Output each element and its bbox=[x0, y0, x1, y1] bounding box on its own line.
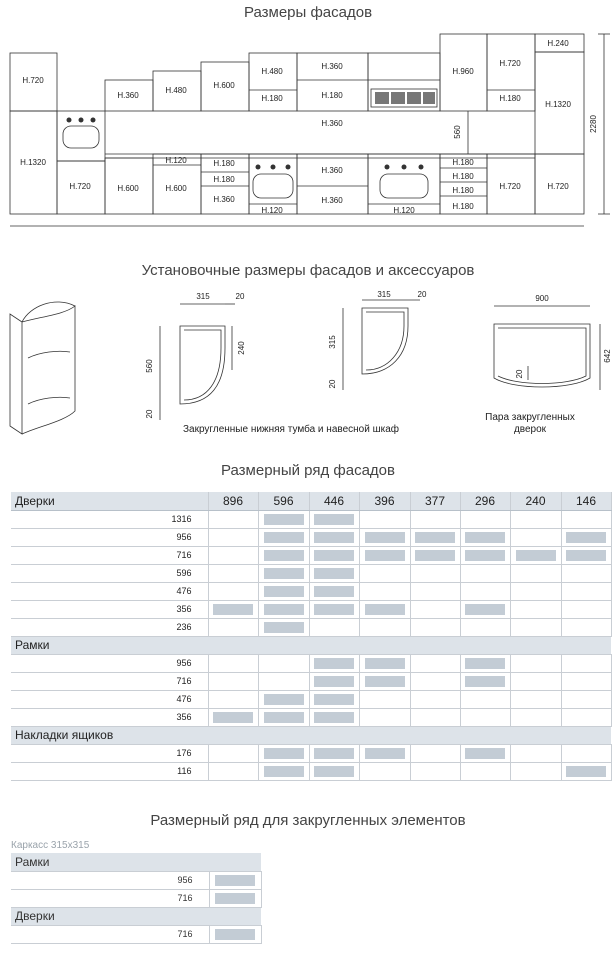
elevation-label: H.180 bbox=[321, 91, 343, 100]
availability-cell bbox=[208, 762, 258, 780]
availability-cell bbox=[359, 600, 410, 618]
size-cell: 716 bbox=[159, 925, 209, 943]
elevation-label: H.600 bbox=[213, 81, 235, 90]
availability-cell bbox=[309, 546, 359, 564]
install-caption-left: Закругленные нижняя тумба и навесной шкаф bbox=[183, 424, 399, 435]
availability-cell bbox=[561, 654, 611, 672]
elevation-label: H.360 bbox=[321, 119, 343, 128]
elevation-label: H.1320 bbox=[545, 100, 571, 109]
elevation-label: H.180 bbox=[213, 175, 235, 184]
availability-cell bbox=[460, 528, 510, 546]
availability-cell bbox=[309, 672, 359, 690]
availability-cell bbox=[359, 582, 410, 600]
elevation-label: H.240 bbox=[547, 39, 569, 48]
group-name: Рамки bbox=[11, 853, 261, 871]
table-row bbox=[11, 528, 611, 546]
elevation-label: H.180 bbox=[213, 159, 235, 168]
available-mark bbox=[566, 532, 606, 543]
availability-cell bbox=[309, 510, 359, 528]
elevation-label: H.360 bbox=[321, 196, 343, 205]
available-mark bbox=[264, 766, 304, 777]
availability-cell bbox=[561, 618, 611, 636]
size-cell: 716 bbox=[159, 889, 209, 907]
elevation-label: H.720 bbox=[69, 182, 91, 191]
available-mark bbox=[314, 514, 354, 525]
available-mark bbox=[215, 875, 255, 886]
width-header: 296 bbox=[460, 492, 510, 510]
available-mark bbox=[314, 766, 354, 777]
availability-cell bbox=[258, 672, 309, 690]
availability-cell bbox=[258, 708, 309, 726]
series-title: Размерный ряд фасадов bbox=[221, 462, 395, 479]
available-mark bbox=[465, 748, 505, 759]
elevation-label: H.180 bbox=[452, 186, 474, 195]
elevation-label: H.720 bbox=[499, 182, 521, 191]
install-caption-right-1: Пара закругленных bbox=[485, 412, 575, 423]
availability-cell bbox=[359, 546, 410, 564]
d3-height: 642 bbox=[603, 349, 612, 363]
elevation-label: H.360 bbox=[117, 91, 139, 100]
available-mark bbox=[264, 622, 304, 633]
elevation-label: H.180 bbox=[261, 94, 283, 103]
availability-cell bbox=[258, 510, 309, 528]
availability-cell bbox=[309, 744, 359, 762]
availability-cell bbox=[460, 762, 510, 780]
kitchen-elevation-drawing bbox=[0, 28, 616, 233]
table-row bbox=[11, 618, 611, 636]
availability-cell bbox=[561, 528, 611, 546]
dim-gap-label: 560 bbox=[453, 125, 462, 139]
availability-cell bbox=[258, 600, 309, 618]
elevation-label: H.480 bbox=[261, 67, 283, 76]
size-cell: 176 bbox=[158, 744, 208, 762]
availability-cell bbox=[359, 690, 410, 708]
size-cell: 116 bbox=[158, 762, 208, 780]
availability-cell bbox=[561, 690, 611, 708]
elevation-label: H.180 bbox=[499, 94, 521, 103]
elevation-label: H.960 bbox=[452, 67, 474, 76]
dim-height-label: 2280 bbox=[589, 115, 598, 133]
availability-cell bbox=[309, 582, 359, 600]
availability-cell bbox=[208, 510, 258, 528]
available-mark bbox=[566, 766, 606, 777]
availability-cell bbox=[510, 708, 561, 726]
available-mark bbox=[314, 532, 354, 543]
availability-cell bbox=[410, 654, 460, 672]
availability-cell bbox=[510, 654, 561, 672]
group-name: Накладки ящиков bbox=[11, 726, 611, 744]
group-name: Рамки bbox=[11, 636, 611, 654]
table-row bbox=[11, 762, 611, 780]
available-mark bbox=[415, 532, 455, 543]
d2-bottom: 20 bbox=[328, 379, 337, 389]
availability-cell bbox=[460, 600, 510, 618]
width-header: 596 bbox=[258, 492, 309, 510]
availability-cell bbox=[510, 600, 561, 618]
availability-cell bbox=[410, 618, 460, 636]
available-mark bbox=[264, 748, 304, 759]
available-mark bbox=[264, 712, 304, 723]
header-doors-label: Дверки bbox=[11, 492, 208, 510]
elevation-label: H.180 bbox=[452, 202, 474, 211]
available-mark bbox=[264, 604, 304, 615]
availability-cell bbox=[208, 708, 258, 726]
availability-cell bbox=[208, 528, 258, 546]
install-caption-right-2: дверок bbox=[513, 424, 547, 435]
available-mark bbox=[264, 586, 304, 597]
availability-cell bbox=[309, 654, 359, 672]
table-row bbox=[11, 889, 261, 907]
availability-cell bbox=[258, 618, 309, 636]
availability-cell bbox=[410, 600, 460, 618]
elevation-label: H.1320 bbox=[20, 158, 46, 167]
d1-gap: 20 bbox=[235, 292, 245, 301]
d3-width: 900 bbox=[535, 294, 549, 303]
availability-cell bbox=[359, 654, 410, 672]
availability-cell bbox=[208, 600, 258, 618]
table-row bbox=[11, 871, 261, 889]
size-cell: 1316 bbox=[158, 510, 208, 528]
availability-cell bbox=[460, 708, 510, 726]
availability-cell bbox=[510, 690, 561, 708]
available-mark bbox=[465, 658, 505, 669]
d1-height2: 240 bbox=[237, 341, 246, 355]
available-mark bbox=[314, 748, 354, 759]
table-row bbox=[11, 744, 611, 762]
availability-cell bbox=[309, 690, 359, 708]
availability-cell bbox=[258, 528, 309, 546]
availability-cell bbox=[359, 528, 410, 546]
d1-height: 560 bbox=[145, 359, 154, 373]
availability-cell bbox=[410, 528, 460, 546]
available-mark bbox=[314, 658, 354, 669]
availability-cell bbox=[309, 618, 359, 636]
elevation-label: H.480 bbox=[165, 86, 187, 95]
available-mark bbox=[264, 550, 304, 561]
available-mark bbox=[365, 604, 405, 615]
group-header-row bbox=[11, 726, 611, 744]
elevation-label: H.180 bbox=[452, 172, 474, 181]
availability-cell bbox=[410, 546, 460, 564]
availability-cell bbox=[561, 510, 611, 528]
availability-cell bbox=[309, 762, 359, 780]
install-title: Установочные размеры фасадов и аксессуаров bbox=[141, 262, 475, 279]
availability-cell bbox=[460, 744, 510, 762]
availability-cell bbox=[460, 582, 510, 600]
availability-cell bbox=[359, 708, 410, 726]
rounded-caption: Каркасс 315х315 bbox=[11, 840, 90, 851]
width-header: 446 bbox=[309, 492, 359, 510]
availability-cell bbox=[510, 582, 561, 600]
availability-cell bbox=[208, 672, 258, 690]
availability-cell bbox=[460, 510, 510, 528]
group-name: Дверки bbox=[11, 907, 261, 925]
availability-cell bbox=[208, 654, 258, 672]
size-cell: 956 bbox=[158, 654, 208, 672]
available-mark bbox=[213, 604, 253, 615]
available-mark bbox=[465, 532, 505, 543]
available-mark bbox=[516, 550, 556, 561]
available-mark bbox=[314, 604, 354, 615]
size-cell: 356 bbox=[158, 708, 208, 726]
availability-cell bbox=[561, 600, 611, 618]
size-cell: 716 bbox=[158, 546, 208, 564]
rounded-table bbox=[11, 853, 262, 944]
elevation-label: H.600 bbox=[117, 184, 139, 193]
size-cell: 476 bbox=[158, 690, 208, 708]
available-mark bbox=[465, 676, 505, 687]
availability-cell bbox=[209, 871, 261, 889]
group-header-row bbox=[11, 853, 261, 871]
availability-cell bbox=[208, 564, 258, 582]
availability-cell bbox=[510, 546, 561, 564]
d1-bottom: 20 bbox=[145, 409, 154, 419]
availability-cell bbox=[258, 546, 309, 564]
table-row bbox=[11, 546, 611, 564]
size-cell: 956 bbox=[158, 528, 208, 546]
availability-cell bbox=[208, 582, 258, 600]
rounded-title: Размерный ряд для закругленных элементов bbox=[150, 812, 466, 829]
availability-cell bbox=[510, 528, 561, 546]
d3-bottom: 20 bbox=[515, 369, 524, 379]
availability-cell bbox=[359, 762, 410, 780]
table-row bbox=[11, 708, 611, 726]
availability-cell bbox=[410, 510, 460, 528]
availability-cell bbox=[510, 564, 561, 582]
elevation-label: H.180 bbox=[452, 158, 474, 167]
available-mark bbox=[264, 514, 304, 525]
availability-cell bbox=[258, 582, 309, 600]
group-header-row bbox=[11, 907, 261, 925]
available-mark bbox=[314, 676, 354, 687]
table-row bbox=[11, 510, 611, 528]
availability-cell bbox=[410, 708, 460, 726]
table-header-row bbox=[11, 492, 611, 510]
availability-cell bbox=[309, 564, 359, 582]
availability-cell bbox=[208, 690, 258, 708]
availability-cell bbox=[460, 672, 510, 690]
available-mark bbox=[566, 550, 606, 561]
available-mark bbox=[314, 586, 354, 597]
available-mark bbox=[365, 748, 405, 759]
width-header: 396 bbox=[359, 492, 410, 510]
width-header: 896 bbox=[208, 492, 258, 510]
facades-title: Размеры фасадов bbox=[243, 4, 373, 21]
available-mark bbox=[314, 694, 354, 705]
available-mark bbox=[264, 568, 304, 579]
size-cell: 236 bbox=[158, 618, 208, 636]
availability-cell bbox=[359, 510, 410, 528]
availability-cell bbox=[460, 690, 510, 708]
availability-cell bbox=[309, 600, 359, 618]
availability-cell bbox=[410, 690, 460, 708]
availability-cell bbox=[510, 762, 561, 780]
availability-cell bbox=[460, 654, 510, 672]
size-cell: 356 bbox=[158, 600, 208, 618]
series-table bbox=[11, 492, 612, 781]
available-mark bbox=[465, 550, 505, 561]
available-mark bbox=[215, 893, 255, 904]
table-row bbox=[11, 654, 611, 672]
table-row bbox=[11, 582, 611, 600]
availability-cell bbox=[258, 564, 309, 582]
availability-cell bbox=[208, 744, 258, 762]
availability-cell bbox=[258, 762, 309, 780]
table-row bbox=[11, 690, 611, 708]
available-mark bbox=[314, 712, 354, 723]
elevation-label: H.720 bbox=[22, 76, 44, 85]
availability-cell bbox=[410, 672, 460, 690]
availability-cell bbox=[209, 889, 261, 907]
availability-cell bbox=[359, 564, 410, 582]
available-mark bbox=[465, 604, 505, 615]
elevation-label: H.360 bbox=[213, 195, 235, 204]
elevation-label: H.600 bbox=[165, 184, 187, 193]
available-mark bbox=[264, 532, 304, 543]
availability-cell bbox=[561, 564, 611, 582]
availability-cell bbox=[208, 618, 258, 636]
available-mark bbox=[415, 550, 455, 561]
availability-cell bbox=[561, 546, 611, 564]
available-mark bbox=[365, 676, 405, 687]
availability-cell bbox=[410, 582, 460, 600]
d2-height: 315 bbox=[328, 335, 337, 349]
availability-cell bbox=[561, 672, 611, 690]
availability-cell bbox=[510, 744, 561, 762]
availability-cell bbox=[510, 672, 561, 690]
available-mark bbox=[213, 712, 253, 723]
table-row bbox=[11, 564, 611, 582]
d1-width: 315 bbox=[196, 292, 210, 301]
table-row bbox=[11, 600, 611, 618]
size-cell: 476 bbox=[158, 582, 208, 600]
size-cell: 956 bbox=[159, 871, 209, 889]
availability-cell bbox=[410, 744, 460, 762]
elevation-label: H.360 bbox=[321, 166, 343, 175]
availability-cell bbox=[258, 744, 309, 762]
width-header: 146 bbox=[561, 492, 611, 510]
elevation-label: H.120 bbox=[261, 206, 283, 215]
size-cell: 596 bbox=[158, 564, 208, 582]
availability-cell bbox=[561, 762, 611, 780]
availability-cell bbox=[460, 546, 510, 564]
available-mark bbox=[314, 550, 354, 561]
availability-cell bbox=[510, 510, 561, 528]
availability-cell bbox=[410, 762, 460, 780]
availability-cell bbox=[208, 546, 258, 564]
elevation-label: H.720 bbox=[499, 59, 521, 68]
availability-cell bbox=[359, 618, 410, 636]
d2-width: 315 bbox=[377, 290, 391, 299]
elevation-label: H.120 bbox=[165, 156, 187, 165]
availability-cell bbox=[460, 564, 510, 582]
availability-cell bbox=[309, 708, 359, 726]
availability-cell bbox=[309, 528, 359, 546]
availability-cell bbox=[561, 744, 611, 762]
available-mark bbox=[215, 929, 255, 940]
availability-cell bbox=[209, 925, 261, 943]
available-mark bbox=[314, 568, 354, 579]
available-mark bbox=[365, 550, 405, 561]
availability-cell bbox=[460, 618, 510, 636]
group-header-row bbox=[11, 636, 611, 654]
d2-gap: 20 bbox=[417, 290, 427, 299]
table-row bbox=[11, 672, 611, 690]
table-row bbox=[11, 925, 261, 943]
available-mark bbox=[264, 694, 304, 705]
availability-cell bbox=[258, 690, 309, 708]
elevation-label: H.120 bbox=[393, 206, 415, 215]
availability-cell bbox=[359, 672, 410, 690]
available-mark bbox=[365, 658, 405, 669]
availability-cell bbox=[410, 564, 460, 582]
elevation-label: H.360 bbox=[321, 62, 343, 71]
size-cell: 716 bbox=[158, 672, 208, 690]
availability-cell bbox=[510, 618, 561, 636]
availability-cell bbox=[258, 654, 309, 672]
availability-cell bbox=[561, 708, 611, 726]
availability-cell bbox=[561, 582, 611, 600]
available-mark bbox=[365, 532, 405, 543]
elevation-label: H.720 bbox=[547, 182, 569, 191]
width-header: 240 bbox=[510, 492, 561, 510]
availability-cell bbox=[359, 744, 410, 762]
width-header: 377 bbox=[410, 492, 460, 510]
